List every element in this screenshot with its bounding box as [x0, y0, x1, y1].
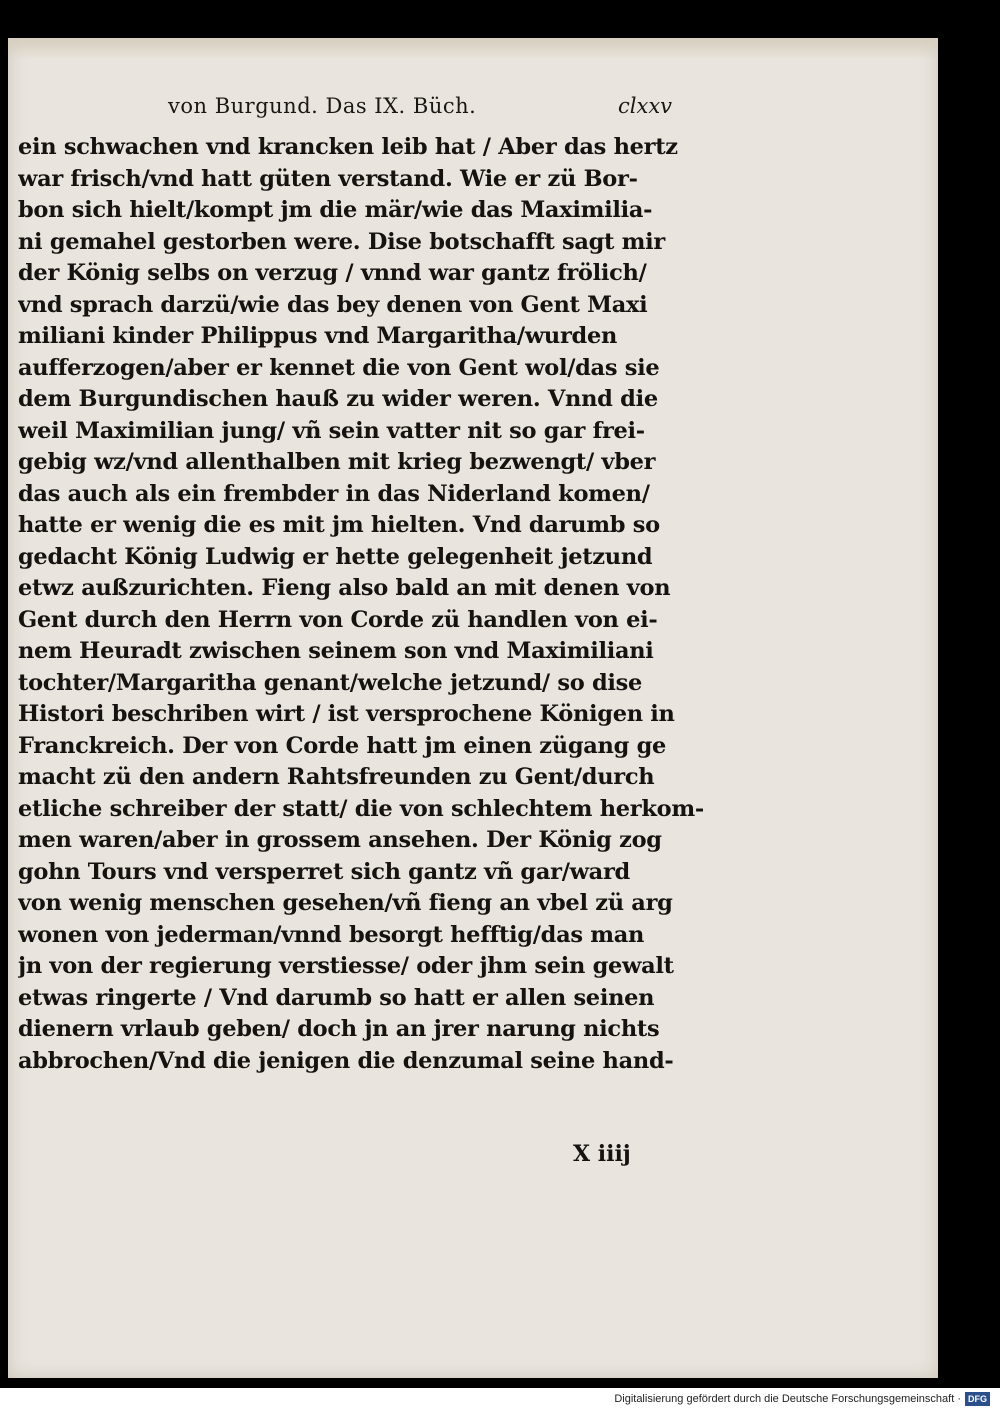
text-line: vnd sprach darzü/wie das bey denen von Gent Maxi	[18, 291, 648, 318]
text-line: dem Burgundischen hauß zu wider weren. Vnnd die	[18, 386, 658, 412]
text-line: gedacht König Ludwig er hette gelegenheit jetzund	[18, 543, 653, 570]
text-line: weil Maximilian jung/ vñ sein vatter nit so gar frei-	[18, 417, 645, 444]
text-line: hatte er wenig die es mit jm hielten. Vnd darumb so	[18, 512, 660, 538]
text-line: etliche schreiber der statt/ die von schlechtem herkom-	[18, 795, 704, 822]
funding-note: Digitalisierung gefördert durch die Deutsche Forschungsgemeinschaft ·	[614, 1393, 961, 1405]
running-title: von Burgund. Das IX. Büch.	[168, 94, 477, 118]
signature-mark: X iiij	[573, 1141, 631, 1167]
text-line: etwas ringerte / Vnd darumb so hatt er allen seinen	[18, 984, 655, 1011]
text-line: der König selbs on verzug / vnnd war gantz frölich/	[18, 260, 647, 286]
text-line: dienern vrlaub geben/ doch jn an jrer narung nichts	[18, 1016, 660, 1042]
text-line: ein schwachen vnd krancken leib hat / Aber das hertz	[18, 134, 678, 160]
text-line: war frisch/vnd hatt güten verstand. Wie er zü Bor-	[18, 165, 638, 192]
text-line: etwz außzurichten. Fieng also bald an mit denen von	[18, 575, 671, 601]
text-line: Histori beschriben wirt / ist versprochene Königen in	[18, 701, 675, 727]
text-line: nem Heuradt zwischen seinem son vnd Maximiliani	[18, 638, 654, 664]
text-line: von wenig menschen gesehen/vñ fieng an vbel zü arg	[18, 890, 673, 916]
folio-number: clxxv	[618, 94, 673, 118]
text-line: aufferzogen/aber er kennet die von Gent wol/das sie	[18, 354, 660, 381]
text-line: jn von der regierung verstiesse/ oder jhm sein gewalt	[18, 953, 674, 979]
book-page	[8, 38, 938, 1378]
page-edge	[8, 38, 938, 60]
text-line: das auch als ein frembder in das Niderland komen/	[18, 480, 650, 507]
text-line: wonen von jederman/vnnd besorgt hefftig/das man	[18, 921, 645, 948]
text-line: gebig wz/vnd allenthalben mit krieg bezwengt/ vber	[18, 449, 656, 475]
text-line: abbrochen/Vnd die jenigen die denzumal seine hand-	[18, 1047, 674, 1074]
text-line: Franckreich. Der von Corde hatt jm einen zügang ge	[18, 732, 667, 759]
funding-footer	[614, 1391, 990, 1407]
text-line: men waren/aber in grossem ansehen. Der König zog	[18, 827, 662, 853]
text-line: Gent durch den Herrn von Corde zü handlen von ei-	[18, 606, 658, 633]
text-line: macht zü den andern Rahtsfreunden zu Gent/durch	[18, 764, 655, 790]
body-text	[18, 132, 718, 1077]
dfg-logo: DFG	[965, 1392, 990, 1406]
text-line: miliani kinder Philippus vnd Margaritha/wurden	[18, 323, 618, 349]
running-head	[8, 94, 938, 124]
text-line: bon sich hielt/kompt jm die mär/wie das Maximilia-	[18, 197, 653, 223]
text-line: gohn Tours vnd versperret sich gantz vñ gar/ward	[18, 858, 630, 885]
text-line: ni gemahel gestorben were. Dise botschafft sagt mir	[18, 228, 665, 255]
text-line: tochter/Margaritha genant/welche jetzund/ so dise	[18, 669, 643, 696]
